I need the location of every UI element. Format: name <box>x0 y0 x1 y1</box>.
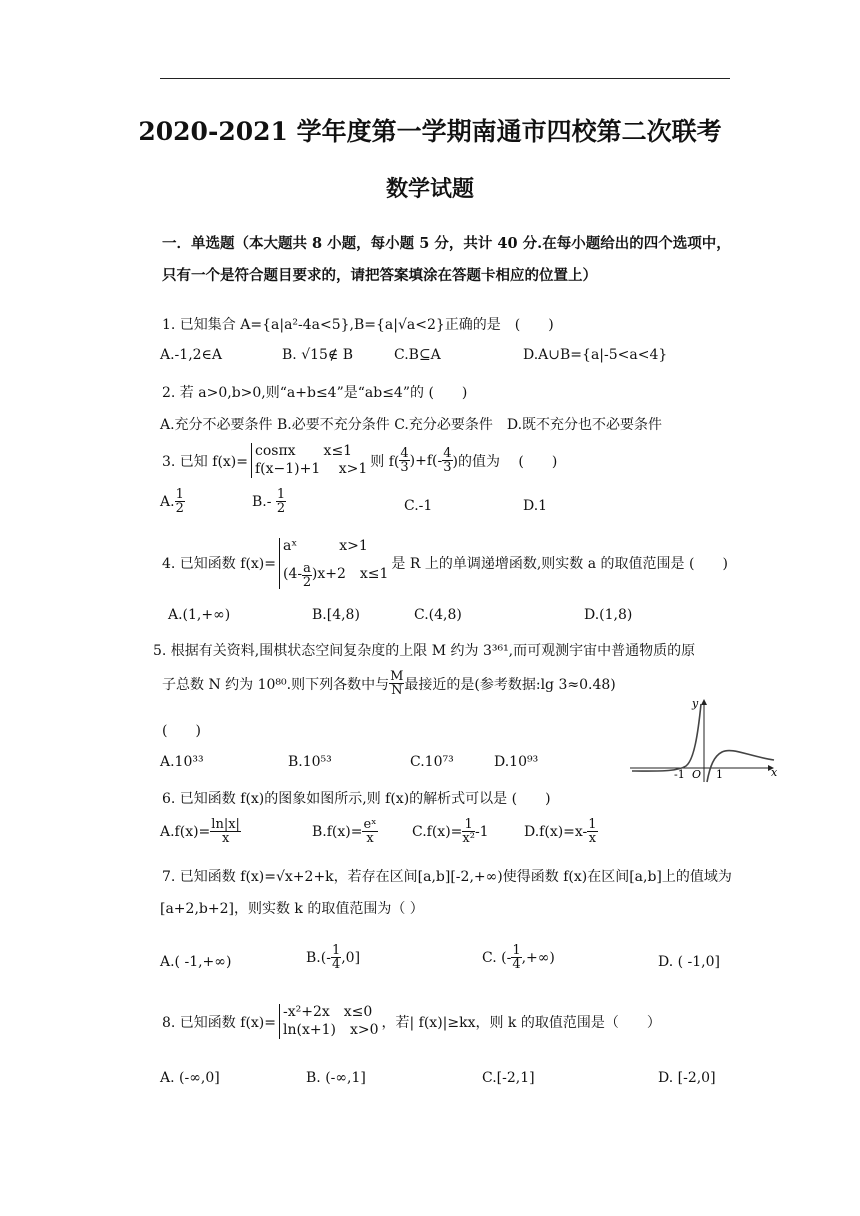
q8-piecewise: -x²+2x x≤0 ln(x+1) x>0 <box>279 1004 378 1039</box>
q3-option-b: B.- $\frac{1}{2}$ <box>252 487 286 516</box>
y-axis-arrow <box>701 699 707 705</box>
q3-option-c: C.-1 <box>404 498 433 514</box>
q3-option-a: A. $\frac{1}{2}$ <box>160 487 184 516</box>
q5-line2: 子总数 N 约为 10⁸⁰.则下列各数中与 $\frac{M}{N}$ 最接近的是(参考数据:lg 3≈0.48) <box>162 669 616 698</box>
q8-option-d: D. [-2,0] <box>658 1070 716 1086</box>
q1-option-d: D.A∪B={a|-5<a<4} <box>523 347 668 363</box>
q6-option-a: A.f(x)= $\frac{\ln|x|}{x}$ <box>160 817 240 846</box>
q3-stem: 3. 已知 f(x)= cosπx x≤1 f(x−1)+1 x>1 则 f( $\frac{4}{3}$ )+f(- $\frac{4}{3}$ )的值为 ( ) <box>162 443 558 477</box>
q8-option-b: B. (-∞,1] <box>306 1070 366 1086</box>
q4-option-b: B.[4,8) <box>312 607 360 623</box>
q4-piecewise: aˣ x>1 (4- $\frac{a}{2}$ )x+2 x≤1 <box>279 538 388 589</box>
section-heading-line1: 一．单选题（本大题共 8 小题，每小题 5 分，共计 40 分.在每小题给出的四个选项中， <box>162 235 731 252</box>
exam-title: 2020-2021 学年度第一学期南通市四校第二次联考 <box>138 117 722 146</box>
q1-option-b: B. √15∉ B <box>282 347 354 363</box>
q5-line1: 5. 根据有关资料,围棋状态空间复杂度的上限 M 约为 3³⁶¹,而可观测宇宙中普通物质的原 <box>153 643 696 659</box>
function-graph <box>628 694 778 784</box>
header-rule <box>160 78 730 79</box>
exam-subtitle: 数学试题 <box>385 176 474 202</box>
q7-line1: 7. 已知函数 f(x)=√x+2+k，若存在区间[a,b][-2,+∞)使得函数 f(x)在区间[a,b]上的值域为 <box>162 869 732 885</box>
q7-option-c: C. (- $\frac{1}{4}$ ,+∞) <box>482 943 555 972</box>
q5-paren: ( ) <box>162 723 201 739</box>
q7-option-d: D. ( -1,0] <box>658 954 720 970</box>
q8-option-a: A. (-∞,0] <box>160 1070 220 1086</box>
x-label: x <box>771 766 778 779</box>
q6-option-d: D.f(x)=x- $\frac{1}{x}$ <box>524 817 597 846</box>
q3-option-d: D.1 <box>523 498 548 514</box>
y-label: y <box>692 697 699 710</box>
q6-option-b: B.f(x)= $\frac{\text{eˣ}}{x}$ <box>312 817 377 846</box>
q7-option-b: B.(- $\frac{1}{4}$ ,0] <box>306 943 361 972</box>
q4-option-d: D.(1,8) <box>584 607 633 623</box>
q1-option-c: C.B⊆A <box>394 347 441 363</box>
curve-left <box>632 704 701 771</box>
q5-option-d: D.10⁹³ <box>494 754 539 770</box>
q5-option-c: C.10⁷³ <box>410 754 454 770</box>
q7-option-a: A.( -1,+∞) <box>160 954 232 970</box>
q4-stem: 4. 已知函数 f(x)= aˣ x>1 (4- $\frac{a}{2}$ )x+2 x≤1 是 R 上的单调递增函数,则实数 a 的取值范围是 ( ) <box>162 538 728 590</box>
q1-stem: 1. 已知集合 A={a|a²-4a<5},B={a|√a<2}正确的是 ( ) <box>162 317 554 333</box>
origin-label: O <box>692 768 702 781</box>
q5-option-a: A.10³³ <box>160 754 204 770</box>
q1-option-a: A.-1,2∈A <box>160 347 223 363</box>
pos-one-label: 1 <box>716 768 723 781</box>
q8-option-c: C.[-2,1] <box>482 1070 535 1086</box>
q2-stem: 2. 若 a>0,b>0,则“a+b≤4”是“ab≤4”的 ( ) <box>162 385 468 401</box>
q6-option-c: C.f(x)= $\frac{1}{\text{x²}}$ -1 <box>412 817 489 846</box>
q5-option-b: B.10⁵³ <box>288 754 332 770</box>
q3-piecewise: cosπx x≤1 f(x−1)+1 x>1 <box>251 443 367 478</box>
neg-one-label: -1 <box>674 768 685 781</box>
q7-line2: [a+2,b+2]，则实数 k 的取值范围为（ ） <box>160 901 424 917</box>
q2-options: A.充分不必要条件 B.必要不充分条件 C.充分必要条件 D.既不充分也不必要条件 <box>160 417 663 433</box>
section-heading-line2: 只有一个是符合题目要求的，请把答案填涂在答题卡相应的位置上） <box>162 267 597 284</box>
q8-stem: 8. 已知函数 f(x)= -x²+2x x≤0 ln(x+1) x>0 ，若| f(x)|≥kx，则 k 的取值范围是（ ） <box>162 1004 661 1038</box>
q6-stem: 6. 已知函数 f(x)的图象如图所示,则 f(x)的解析式可以是 ( ) <box>162 791 551 807</box>
q4-option-c: C.(4,8) <box>414 607 462 623</box>
q4-option-a: A.(1,+∞) <box>168 607 231 623</box>
